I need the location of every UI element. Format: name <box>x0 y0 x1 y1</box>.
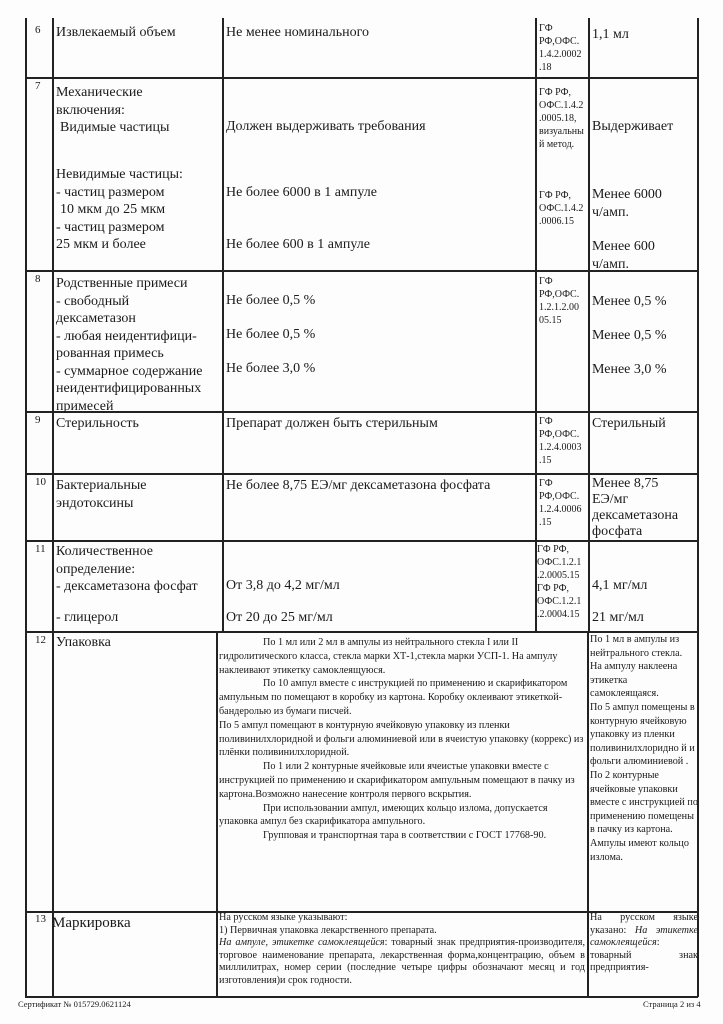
method: ГФ РФ,ОФС. 1.2.4.0006 .15 <box>539 478 582 528</box>
result: Менее 8,75 ЕЭ/мг дексаметазона фосфата <box>592 476 679 539</box>
row-number: 13 <box>35 913 46 925</box>
row-number: 10 <box>35 476 46 488</box>
requirement: Препарат должен быть стерильным <box>226 416 438 431</box>
indicator-name: Стерильность <box>56 416 139 431</box>
row-divider <box>25 77 698 79</box>
result: Менее 600 ч/амп. <box>592 239 655 272</box>
table-border <box>25 18 27 997</box>
row-number: 11 <box>35 543 46 555</box>
column-divider <box>52 18 54 997</box>
requirement: Не более 0,5 % <box>226 293 316 308</box>
column-divider <box>587 631 589 997</box>
result: Стерильный <box>592 416 666 431</box>
requirement: Не менее номинального <box>226 25 369 40</box>
requirement: Не более 3,0 % <box>226 361 316 376</box>
row-divider <box>25 473 698 475</box>
indicator-name: Механические включения: Видимые частицы <box>56 85 170 135</box>
result: Менее 0,5 % <box>592 294 667 309</box>
row-number: 8 <box>35 273 41 285</box>
result: Менее 0,5 % <box>592 328 667 343</box>
row-number: 6 <box>35 24 41 36</box>
result: Менее 3,0 % <box>592 362 667 377</box>
requirement: От 20 до 25 мг/мл <box>226 610 333 625</box>
column-divider <box>216 631 218 997</box>
result: 4,1 мг/мл <box>592 578 648 593</box>
result: 1,1 мл <box>592 27 629 42</box>
result: Менее 6000 ч/амп. <box>592 187 662 220</box>
indicator-subitem: - глицерол <box>56 610 119 625</box>
requirement: Не более 8,75 ЕЭ/мг дексаметазона фосфата <box>226 478 491 493</box>
method: ГФ РФ,ОФС. 1.2.4.0003 .15 <box>539 416 582 466</box>
indicator-subitems: Невидимые частицы: - частиц размером 10 мкм до 25 мкм - частиц размером 25 мкм и более <box>56 167 183 252</box>
indicator-name: Маркировка <box>52 915 131 931</box>
indicator-name: Упаковка <box>56 635 111 650</box>
row-number: 7 <box>35 80 41 92</box>
requirement: Должен выдерживать требования <box>226 119 426 134</box>
indicator-name: Бактериальные эндотоксины <box>56 478 147 511</box>
row-number: 12 <box>35 634 46 646</box>
page-number: Страница 2 из 4 <box>643 999 701 1009</box>
result-labeling: На русском языке указано: На этикетке самоклеящейся: товарный знак предприятия- <box>590 912 698 974</box>
requirement-labeling: На русском языке указывают: 1) Первичная упаковка лекарственного препарата. На ампуле, этикетке самоклеящейся: товарный знак предприятия-производителя, торговое наименование препарата, лекарственная форма,концентрацию, объем в миллилитрах, номер серии (последние четыре цифры обозначают месяц и год изготовления)и срок годности. <box>219 912 585 986</box>
requirement: Не более 0,5 % <box>226 327 316 342</box>
method: ГФ РФ, ОФС.1.2.1 .2.0005.15 ГФ РФ, ОФС.1.2.1 .2.0004.15 <box>537 544 582 620</box>
certificate-number: Сертификат № 015729.0621124 <box>18 999 131 1009</box>
requirement-packaging: По 1 мл или 2 мл в ампулы из нейтрального стекла I или II гидролитического класса, стекла марки ХТ-1,стекла марки УСП-1. На ампулу наклеивают этикетку самоклеящуюся. По 10 ампул вместе с инструкцией по применению и скарификатором ампульным по помещают в коробку из картона. Коробку оклеивают этикеткой-бандеролью из бумаги писчей. По 5 ампул помещают в контурную ячейковую упаковку из пленки поливинилхлоридной и фольги алюминиевой или в ячеистую упаковку (коррекс) из плёнки поливинилхлоридной. По 1 или 2 контурные ячейковые или ячеистые упаковки вместе с инструкцией по применению и скарификатором ампульным помещают в пачку из картона.Возможно нанесение контроля первого вскрытия. При использовании ампул, имеющих кольцо излома, допускается упаковка ампул без скарификатора ампульного. Групповая и транспортная тара в соответствии с ГОСТ 17768-90. <box>219 637 584 842</box>
requirement: От 3,8 до 4,2 мг/мл <box>226 578 340 593</box>
indicator-name: Количественное определение: - дексаметазона фосфат <box>56 544 198 594</box>
row-divider <box>25 540 698 542</box>
requirement: Не более 600 в 1 ампуле <box>226 237 370 252</box>
table-border <box>25 996 698 998</box>
row-number: 9 <box>35 414 41 426</box>
method: ГФ РФ, ОФС.1.4.2 .0006.15 <box>539 190 584 227</box>
result-packaging: По 1 мл в ампулы из нейтрального стекла. На ампулу наклеена этикетка самоклеящаяся. По 5 ампул помещены в контурную ячейковую упаковку из пленки поливинилхлоридно й и фольги алюминиевой . По 2 контурные ячейковые упаковки вместе с инструкцией по применению помещены в пачку из картона. Ампулы имеют кольцо излома. <box>590 634 698 863</box>
indicator-name: Родственные примеси - свободный дексаметазон - любая неидентифици- рованная примесь - суммарное содержание неидентифицированных примесей <box>56 276 203 414</box>
requirement: Не более 6000 в 1 ампуле <box>226 185 377 200</box>
indicator-name: Извлекаемый объем <box>56 25 176 40</box>
method: ГФ РФ,ОФС. 1.4.2.0002 .18 <box>539 23 582 73</box>
result: 21 мг/мл <box>592 610 644 625</box>
method: ГФ РФ, ОФС.1.4.2 .0005.18, визуальны й метод. <box>539 87 584 150</box>
result: Выдерживает <box>592 119 674 134</box>
method: ГФ РФ,ОФС. 1.2.1.2.00 05.15 <box>539 276 580 326</box>
